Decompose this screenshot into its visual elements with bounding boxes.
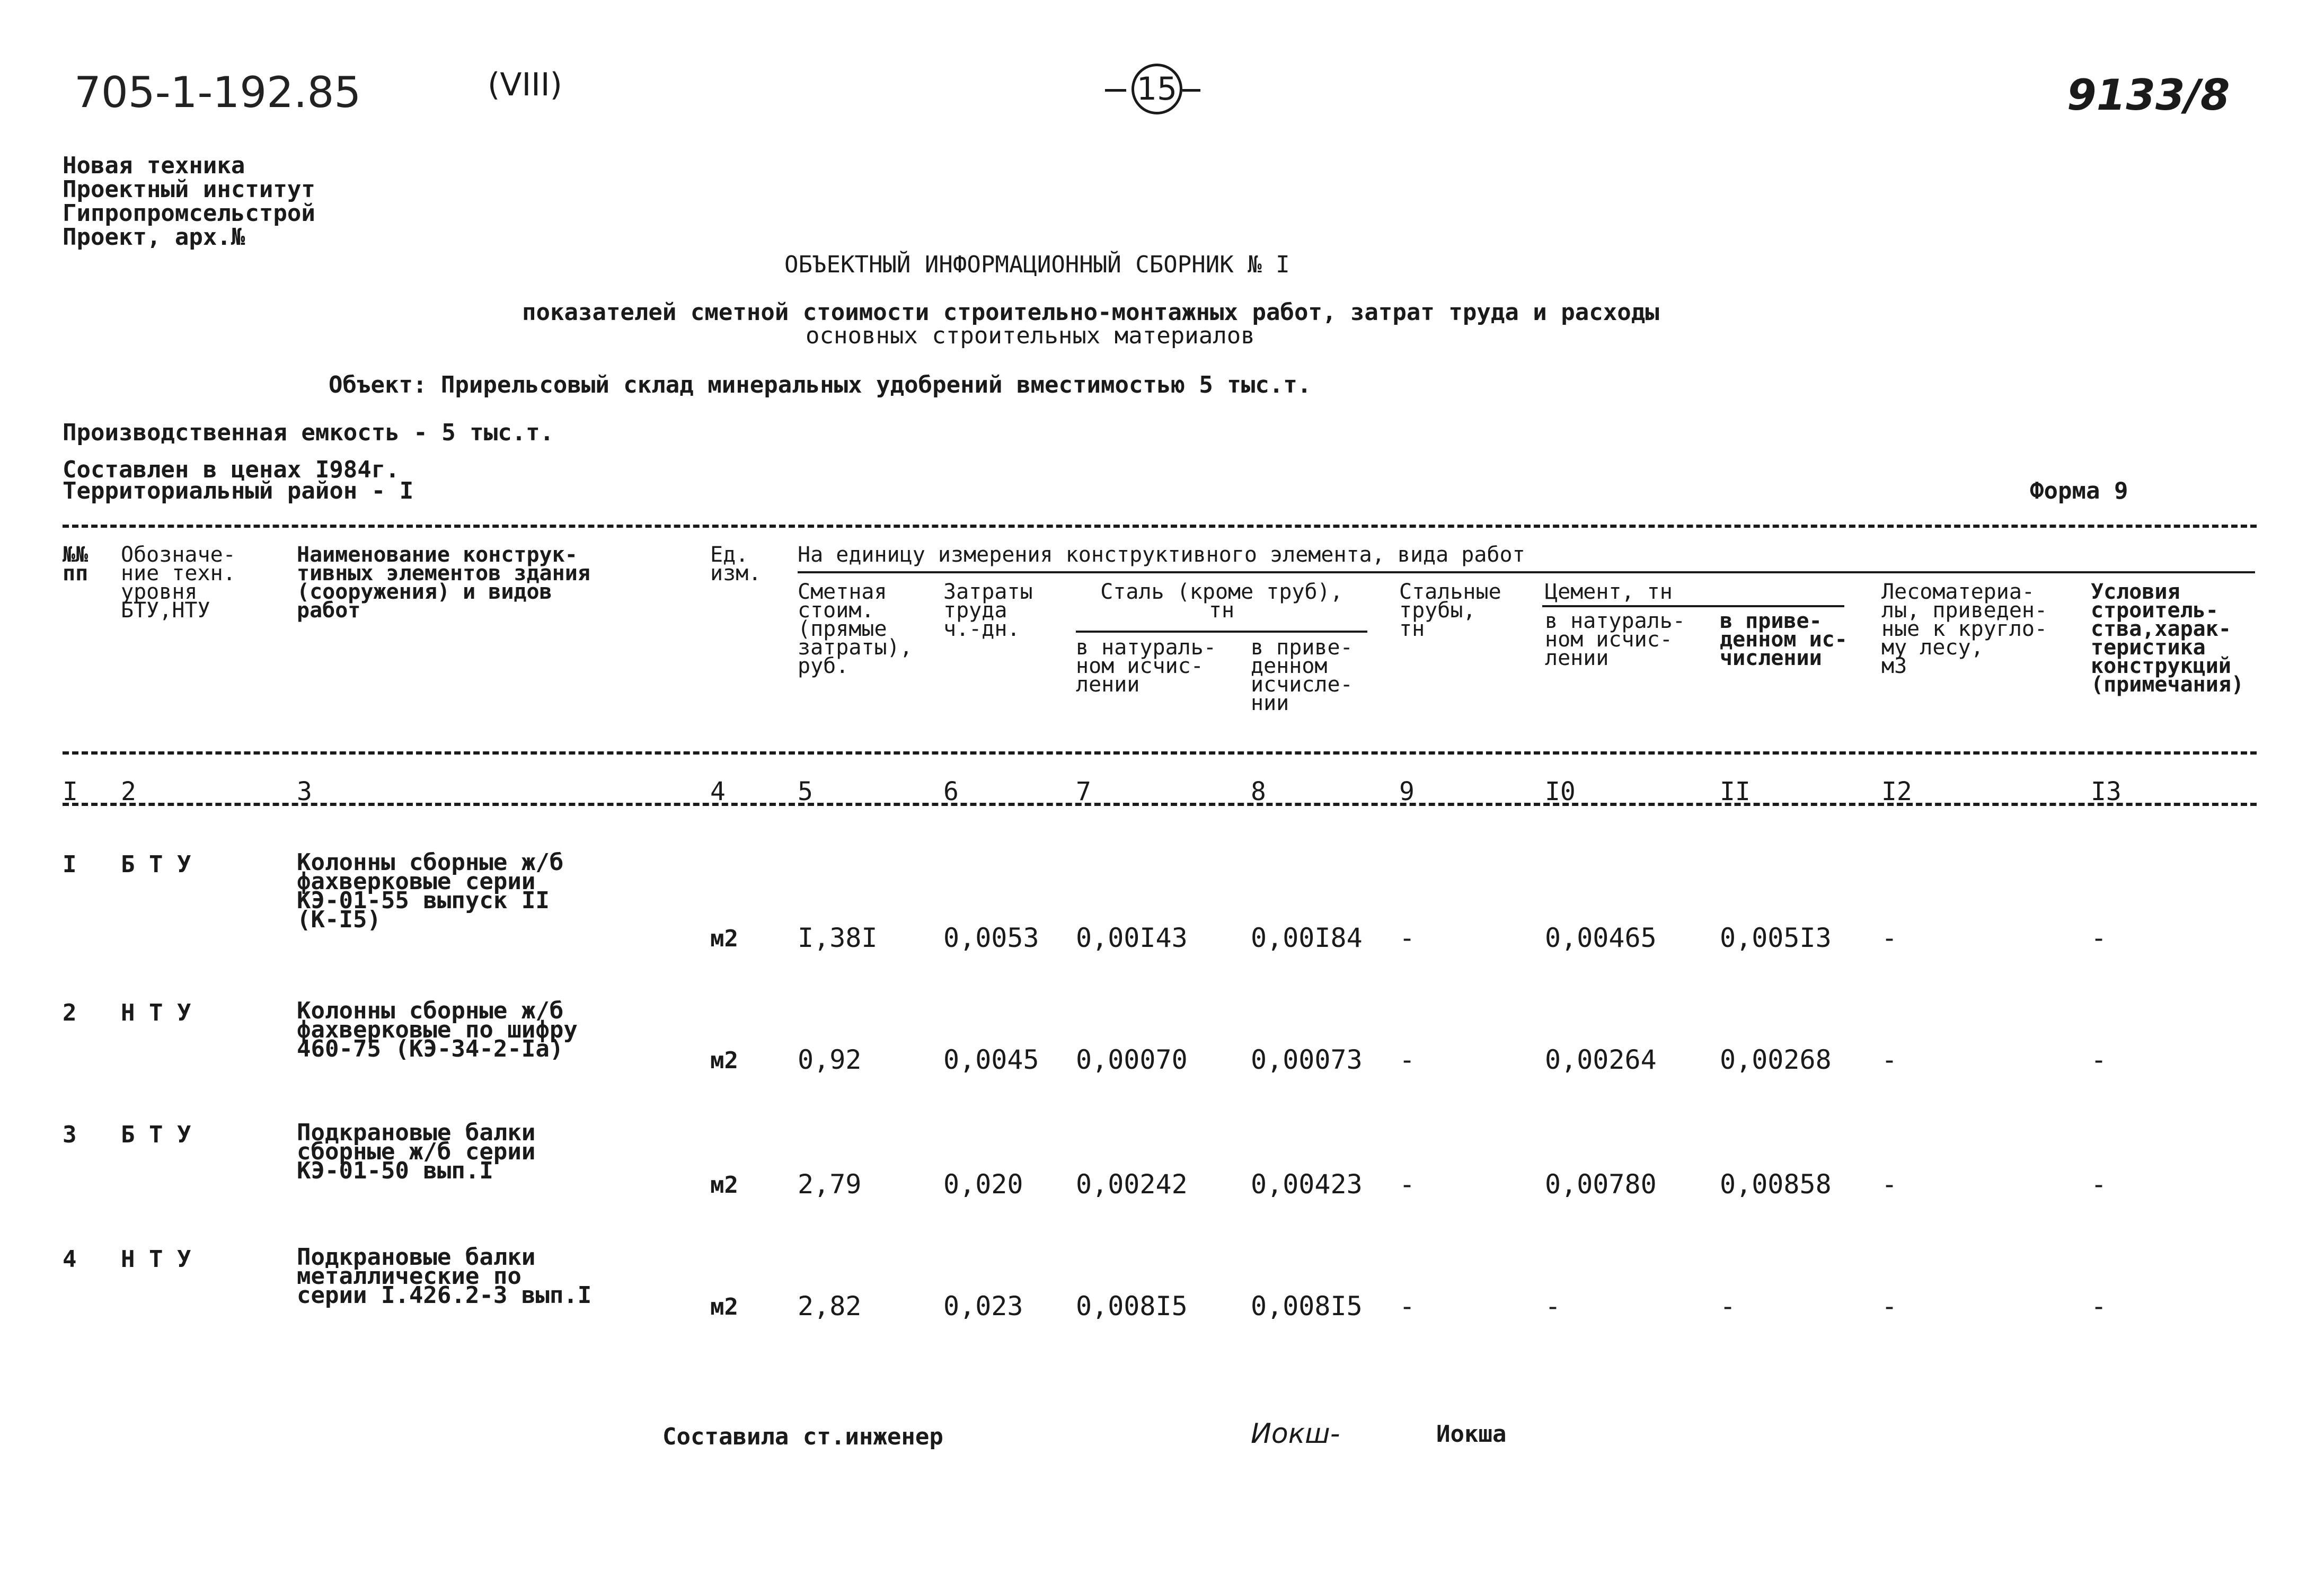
row-steel-natural: 0,00I43: [1076, 923, 1188, 953]
page-number: 15: [1132, 64, 1182, 114]
header-cement-natural: в натураль- ном исчис- лении: [1545, 609, 1685, 670]
row-steel-reduced: 0,00073: [1251, 1044, 1363, 1075]
row-cement-natural: 0,00780: [1545, 1169, 1657, 1200]
row-name: Подкрановые балки сборные ж/б серии КЭ-01-50 вып.I: [297, 1119, 536, 1184]
row-cost: 2,82: [798, 1291, 862, 1322]
colnum-5: 5: [798, 777, 813, 806]
row-pipes: -: [1399, 1291, 1416, 1322]
page-number-block: [1105, 64, 1200, 117]
row-wood: -: [1881, 1291, 1898, 1322]
row-labor: 0,020: [943, 1169, 1023, 1200]
row-level: Б Т У: [121, 851, 191, 878]
header-bottom-rule: [63, 751, 2257, 755]
row-name: Колонны сборные ж/б фахверковые серии КЭ-01-55 выпуск II (К-I5): [297, 849, 564, 933]
row-notes: -: [2091, 1169, 2107, 1200]
header-steel-group: Сталь (кроме труб), тн: [1100, 580, 1343, 623]
org-line-3: Гипропромсельстрой: [63, 200, 315, 227]
table-top-rule: [63, 525, 2257, 528]
header-num: №№ пп: [63, 543, 89, 586]
row-wood: -: [1881, 923, 1898, 953]
row-cement-reduced: -: [1720, 1291, 1736, 1322]
row-cost: 0,92: [798, 1044, 862, 1075]
row-pipes: -: [1399, 923, 1416, 953]
row-name: Подкрановые балки металлические по серии I.426.2-3 вып.I: [297, 1244, 592, 1309]
header-cement-reduced: в приве- денном ис- числении: [1720, 609, 1848, 670]
cement-underline: [1542, 605, 1844, 607]
row-steel-natural: 0,008I5: [1076, 1291, 1188, 1322]
row-cement-reduced: 0,005I3: [1720, 923, 1832, 953]
header-group: На единицу измерения конструктивного элемента, вида работ: [798, 543, 1525, 567]
colnum-6: 6: [943, 777, 959, 806]
row-number: 4: [63, 1246, 77, 1273]
row-name: Колонны сборные ж/б фахверковые по шифру 460-75 (КЭ-34-2-Iа): [297, 997, 578, 1062]
colnum-7: 7: [1076, 777, 1091, 806]
row-cement-natural: 0,00264: [1545, 1044, 1657, 1075]
row-pipes: -: [1399, 1044, 1416, 1075]
group-underline: [798, 571, 2255, 573]
handwritten-signature: Иокш-: [1251, 1418, 1340, 1450]
row-notes: -: [2091, 1291, 2107, 1322]
row-wood: -: [1881, 1169, 1898, 1200]
row-unit: м2: [710, 925, 738, 952]
header-wood: Лесоматериа- лы, приведен- ные к кругло- му лесу, м3: [1881, 580, 2048, 678]
signer-name: Иокша: [1436, 1421, 1507, 1448]
row-cement-reduced: 0,00858: [1720, 1169, 1832, 1200]
header-cost: Сметная стоим. (прямые затраты), руб.: [798, 580, 913, 678]
row-cost: I,38I: [798, 923, 878, 953]
document-title: ОБЪЕКТНЫЙ ИНФОРМАЦИОННЫЙ СБОРНИК № I: [784, 251, 1290, 278]
row-cost: 2,79: [798, 1169, 862, 1200]
part-label: (VIII): [488, 66, 562, 103]
signature-label: Составила ст.инженер: [662, 1423, 943, 1450]
header-steel-reduced: в приве- денном исчисле- нии: [1251, 635, 1353, 715]
row-level: Н Т У: [121, 999, 191, 1026]
colnum-10: I0: [1545, 777, 1576, 806]
row-level: Н Т У: [121, 1246, 191, 1273]
colnum-12: I2: [1881, 777, 1912, 806]
colnum-4: 4: [710, 777, 726, 806]
org-line-1: Новая техника: [63, 152, 245, 179]
org-line-2: Проектный институт: [63, 176, 315, 203]
row-number: 3: [63, 1121, 77, 1148]
row-cement-natural: 0,00465: [1545, 923, 1657, 953]
row-unit: м2: [710, 1172, 738, 1199]
row-steel-reduced: 0,00I84: [1251, 923, 1363, 953]
colnum-8: 8: [1251, 777, 1266, 806]
region-line: Территориальный район - I: [63, 477, 414, 504]
org-line-4: Проект, арх.№: [63, 224, 245, 251]
row-labor: 0,0045: [943, 1044, 1039, 1075]
row-wood: -: [1881, 1044, 1898, 1075]
row-labor: 0,0053: [943, 923, 1039, 953]
object-line: Объект: Прирельсовый склад минеральных удобрений вместимостью 5 тыс.т.: [329, 371, 1312, 398]
colnum-2: 2: [121, 777, 136, 806]
colnum-9: 9: [1399, 777, 1415, 806]
steel-underline: [1076, 631, 1367, 633]
row-cement-natural: -: [1545, 1291, 1561, 1322]
row-number: 2: [63, 999, 77, 1026]
form-label: Форма 9: [2030, 477, 2128, 504]
capacity-line: Производственная емкость - 5 тыс.т.: [63, 419, 554, 446]
row-steel-natural: 0,00070: [1076, 1044, 1188, 1075]
subtitle-line-1: показателей сметной стоимости строительно-монтажных работ, затрат труда и расходы: [522, 299, 1659, 326]
row-labor: 0,023: [943, 1291, 1023, 1322]
colnum-rule: [63, 803, 2257, 806]
row-notes: -: [2091, 923, 2107, 953]
colnum-3: 3: [297, 777, 312, 806]
subtitle-line-2: основных строительных материалов: [806, 322, 1255, 349]
row-steel-natural: 0,00242: [1076, 1169, 1188, 1200]
header-steel-natural: в натураль- ном исчис- лении: [1076, 635, 1216, 697]
row-pipes: -: [1399, 1169, 1416, 1200]
colnum-1: I: [63, 777, 78, 806]
row-number: I: [63, 851, 77, 878]
header-notes: Условия строитель- ства,харак- теристика конструкций (примечания): [2091, 580, 2244, 697]
header-name: Наименование конструк- тивных элементов здания (сооружения) и видов работ: [297, 543, 590, 623]
header-pipes: Стальные трубы, тн: [1399, 580, 1501, 641]
header-labor: Затраты труда ч.-дн.: [943, 580, 1033, 641]
inventory-number: 9133/8: [2067, 70, 2230, 120]
row-steel-reduced: 0,008I5: [1251, 1291, 1363, 1322]
org-block: [63, 154, 315, 249]
row-cement-reduced: 0,00268: [1720, 1044, 1832, 1075]
colnum-13: I3: [2091, 777, 2121, 806]
row-unit: м2: [710, 1047, 738, 1074]
header-cement-group: Цемент, тн: [1545, 580, 1673, 604]
row-unit: м2: [710, 1293, 738, 1320]
doc-code: 705-1-192.85: [74, 68, 361, 117]
row-steel-reduced: 0,00423: [1251, 1169, 1363, 1200]
row-notes: -: [2091, 1044, 2107, 1075]
header-level: Обозначе- ние техн. уровня БТУ,НТУ: [121, 543, 236, 623]
prices-year-line: Составлен в ценах I984г.: [63, 456, 400, 483]
header-unit: Ед. изм.: [710, 543, 762, 586]
row-level: Б Т У: [121, 1121, 191, 1148]
colnum-11: II: [1720, 777, 1751, 806]
